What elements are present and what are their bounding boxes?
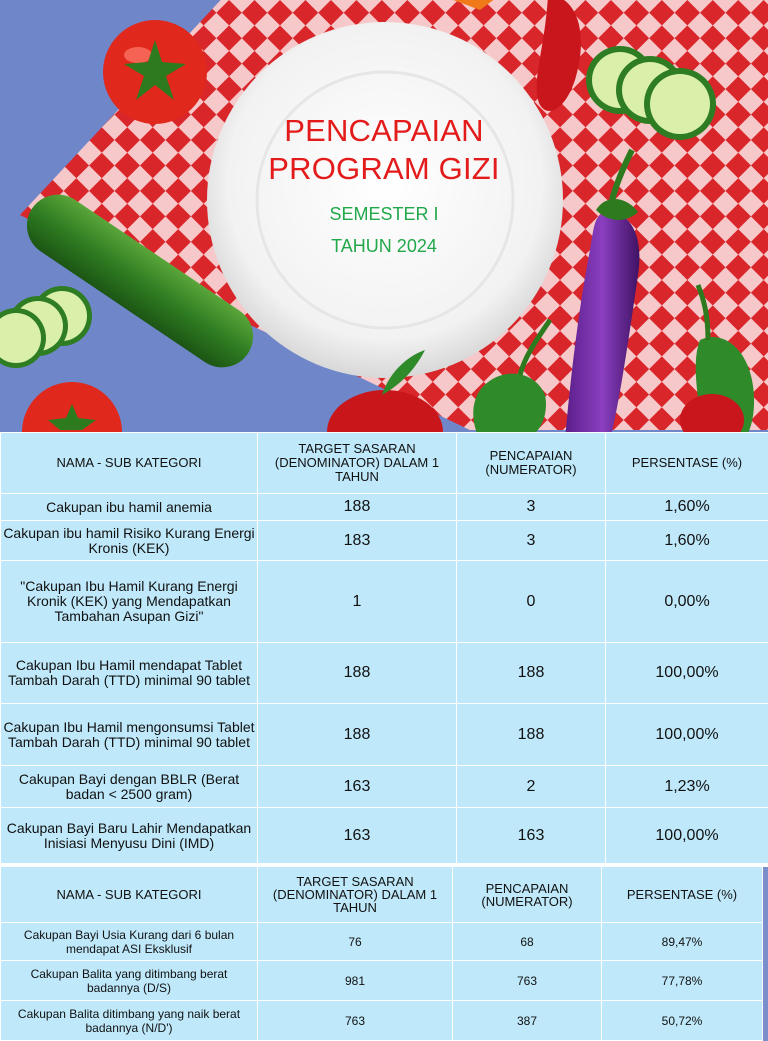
tomato-icon — [22, 382, 122, 432]
cover-illustration — [0, 0, 768, 432]
row-target: 76 — [258, 923, 453, 961]
row-persen: 100,00% — [606, 704, 768, 766]
table-row — [1, 521, 768, 561]
header-persentase: PERSENTASE (%) — [606, 433, 768, 494]
table-row — [1, 704, 768, 766]
header-pencapaian: PENCAPAIAN (NUMERATOR) — [453, 867, 602, 923]
row-target: 163 — [258, 766, 457, 808]
header-persentase: PERSENTASE (%) — [602, 867, 763, 923]
tomato-icon — [103, 20, 207, 124]
table-row — [1, 643, 768, 704]
header-target: TARGET SASARAN (DENOMINATOR) DALAM 1 TAHUN — [258, 867, 453, 923]
row-name: Cakupan Ibu Hamil mengonsumsi Tablet Tambah Darah (TTD) minimal 90 tablet — [1, 704, 258, 766]
row-pencapaian: 763 — [453, 961, 602, 1001]
table-row — [1, 494, 768, 521]
title-line-2: PROGRAM GIZI — [0, 150, 768, 188]
row-name: Cakupan Balita yang ditimbang berat badannya (D/S) — [1, 961, 258, 1001]
row-target: 981 — [258, 961, 453, 1001]
row-pencapaian: 68 — [453, 923, 602, 961]
row-name: "Cakupan Ibu Hamil Kurang Energi Kronik (KEK) yang Mendapatkan Tambahan Asupan Gizi" — [1, 561, 258, 643]
row-pencapaian: 3 — [457, 494, 606, 521]
row-persen: 100,00% — [606, 808, 768, 865]
table-row — [1, 561, 768, 643]
row-pencapaian: 387 — [453, 1001, 602, 1041]
row-name: Cakupan Bayi dengan BBLR (Berat badan < 2500 gram) — [1, 766, 258, 808]
header-pencapaian: PENCAPAIAN (NUMERATOR) — [457, 433, 606, 494]
row-pencapaian: 2 — [457, 766, 606, 808]
row-pencapaian: 188 — [457, 704, 606, 766]
row-target: 163 — [258, 808, 457, 865]
row-name: Cakupan Balita ditimbang yang naik berat badannya (N/D') — [1, 1001, 258, 1041]
row-target: 188 — [258, 643, 457, 704]
semester-label: SEMESTER I — [0, 202, 768, 226]
row-persen: 100,00% — [606, 643, 768, 704]
row-persen: 89,47% — [602, 923, 763, 961]
row-persen: 1,60% — [606, 521, 768, 561]
achievement-table-1 — [0, 432, 768, 865]
title-block — [0, 112, 768, 258]
row-pencapaian: 163 — [457, 808, 606, 865]
row-target: 183 — [258, 521, 457, 561]
title-line-1: PENCAPAIAN — [0, 112, 768, 150]
table-row — [1, 766, 768, 808]
row-pencapaian: 3 — [457, 521, 606, 561]
year-label: TAHUN 2024 — [0, 234, 768, 258]
table-header-row — [1, 433, 768, 494]
row-pencapaian: 188 — [457, 643, 606, 704]
row-target: 188 — [258, 704, 457, 766]
row-persen: 77,78% — [602, 961, 763, 1001]
row-target: 188 — [258, 494, 457, 521]
row-target: 763 — [258, 1001, 453, 1041]
row-name: Cakupan ibu hamil anemia — [1, 494, 258, 521]
table-row — [1, 923, 763, 961]
row-name: Cakupan Bayi Baru Lahir Mendapatkan Inisiasi Menyusu Dini (IMD) — [1, 808, 258, 865]
row-name: Cakupan Bayi Usia Kurang dari 6 bulan mendapat ASI Eksklusif — [1, 923, 258, 961]
header-name: NAMA - SUB KATEGORI — [1, 867, 258, 923]
table-row — [1, 808, 768, 865]
row-persen: 50,72% — [602, 1001, 763, 1041]
row-target: 1 — [258, 561, 457, 643]
row-persen: 1,60% — [606, 494, 768, 521]
row-pencapaian: 0 — [457, 561, 606, 643]
header-name: NAMA - SUB KATEGORI — [1, 433, 258, 494]
table-row — [1, 961, 763, 1001]
cucumber-slices-icon — [0, 286, 92, 368]
row-persen: 1,23% — [606, 766, 768, 808]
row-persen: 0,00% — [606, 561, 768, 643]
row-name: Cakupan ibu hamil Risiko Kurang Energi Kronis (KEK) — [1, 521, 258, 561]
row-name: Cakupan Ibu Hamil mendapat Tablet Tambah Darah (TTD) minimal 90 tablet — [1, 643, 258, 704]
table-row — [1, 1001, 763, 1041]
header-target: TARGET SASARAN (DENOMINATOR) DALAM 1 TAHUN — [258, 433, 457, 494]
achievement-table-2 — [0, 866, 763, 1041]
table-header-row — [1, 867, 763, 923]
